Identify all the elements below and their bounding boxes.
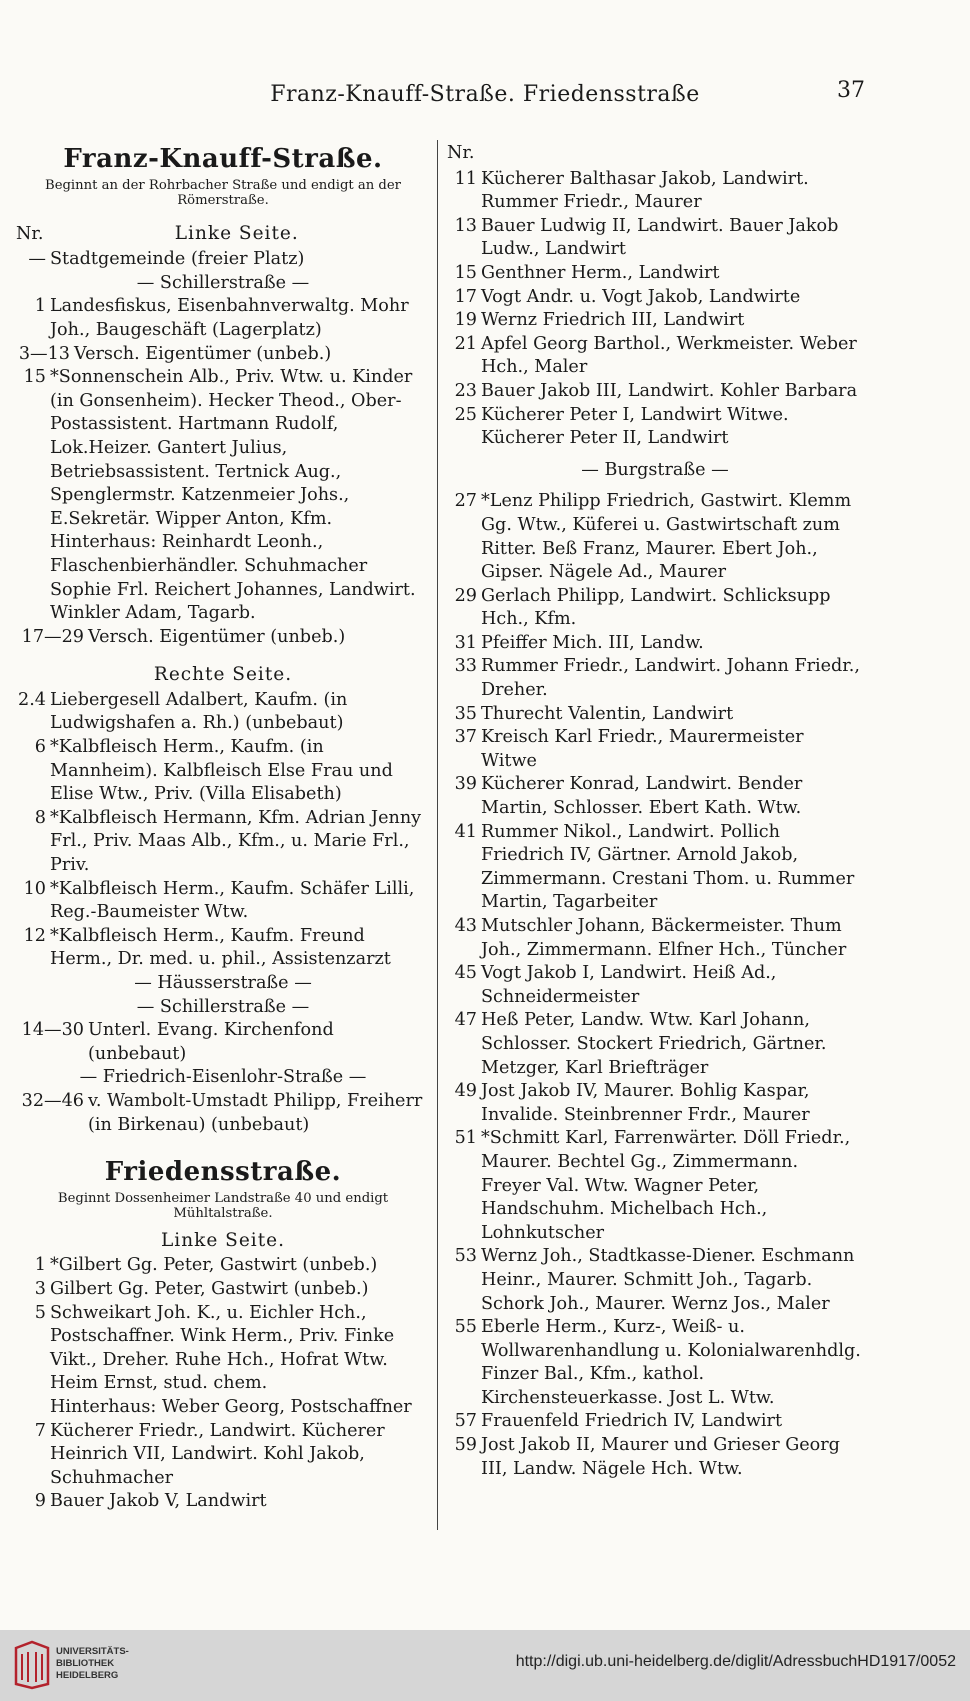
address-entry bbox=[16, 295, 430, 342]
side-heading-right: Rechte Seite. bbox=[153, 664, 293, 686]
entry-text: Vogt Andr. u. Vogt Jakob, Landwirte bbox=[481, 286, 801, 307]
house-number: 21 bbox=[454, 333, 477, 354]
entry-text: Gerlach Philipp, Landwirt. Schlicksupp Hch., Kfm. bbox=[481, 585, 831, 630]
entry-text: *Lenz Philipp Friedrich, Gastwirt. Klemm Gg. Wtw., Küferei u. Gastwirtschaft zum Ritter. Beß Franz, Maurer. Ebert Joh., Gipser. Nägele Ad., Maurer bbox=[481, 491, 852, 583]
column-divider bbox=[437, 140, 438, 1530]
address-entry bbox=[16, 736, 430, 807]
address-entry bbox=[16, 343, 430, 367]
entry-text: Kücherer Friedr., Landwirt. Kücherer Heinrich VII, Landwirt. Kohl Jakob, Schuhmacher bbox=[50, 1420, 385, 1488]
entry-text: Wernz Friedrich III, Landwirt bbox=[481, 310, 745, 331]
library-line: HEIDELBERG bbox=[56, 1670, 119, 1681]
footer-bar bbox=[0, 1630, 970, 1701]
entry-text: Jost Jakob II, Maurer und Grieser Georg III, Landw. Nägele Hch. Wtw. bbox=[481, 1435, 840, 1479]
nr-label: Nr. bbox=[16, 223, 44, 244]
address-entry bbox=[16, 1090, 430, 1137]
entry-text: *Kalbfleisch Herm., Kaufm. Freund Herm., Dr. med. u. phil., Assistenzarzt bbox=[50, 925, 391, 970]
address-entry bbox=[16, 878, 430, 925]
entry-text: Thurecht Valentin, Landwirt bbox=[481, 703, 734, 724]
house-number: 7 bbox=[34, 1420, 46, 1441]
entry-text: *Kalbfleisch Herm., Kaufm. (in Mannheim). Kalbfleisch Else Frau und Elise Wtw., Priv. (Villa Elisabeth) bbox=[50, 737, 393, 805]
address-entry bbox=[447, 168, 863, 215]
entry-text: Rummer Friedr., Landwirt. Johann Friedr., Dreher. bbox=[481, 656, 860, 701]
entry-text: v. Wambolt-Umstadt Philipp, Freiherr (in Birkenau) (unbebaut) bbox=[88, 1090, 423, 1135]
entry-text: Mutschler Johann, Bäckermeister. Thum Joh., Zimmermann. Elfner Hch., Tüncher bbox=[481, 916, 847, 960]
entry-text: Bauer Jakob V, Landwirt bbox=[50, 1491, 267, 1512]
hinterhaus-entry bbox=[16, 531, 430, 625]
address-entry bbox=[447, 1127, 863, 1245]
house-number: 15 bbox=[23, 367, 46, 388]
entry-text: Schweikart Joh. K., u. Eichler Hch., Postschaffner. Wink Herm., Priv. Finke Vikt., Dreher. Ruhe Hch., Hofrat Wtw. Heim Ernst, stud. chem. bbox=[50, 1302, 395, 1394]
house-number: 15 bbox=[454, 262, 477, 283]
house-number: 5 bbox=[34, 1302, 46, 1323]
house-number: 1 bbox=[34, 1255, 46, 1276]
left-column bbox=[16, 140, 430, 1514]
entry-text: Versch. Eigentümer (unbeb.) bbox=[74, 343, 332, 364]
house-number: 17—29 bbox=[21, 626, 84, 647]
street-description: Beginnt an der Rohrbacher Straße und endigt an der Römerstraße. bbox=[45, 177, 401, 208]
entry-text: Rummer Nikol., Landwirt. Pollich Friedrich IV, Gärtner. Arnold Jakob, Zimmermann. Crestani Thom. u. Rummer Martin, Tagarbeiter bbox=[481, 821, 855, 913]
library-name bbox=[56, 1646, 129, 1682]
house-number: 55 bbox=[454, 1317, 477, 1338]
entry-text: Kreisch Karl Friedr., Maurermeister Witwe bbox=[481, 727, 804, 771]
entry-text: Stadtgemeinde (freier Platz) bbox=[50, 249, 305, 270]
entry-text: Vogt Jakob I, Landwirt. Heiß Ad., Schneidermeister bbox=[481, 963, 777, 1007]
entry-text: Wernz Joh., Stadtkasse-Diener. Eschmann Heinr., Maurer. Schmitt Joh., Tagarb. Schork Joh., Maurer. Wernz Jos., Maler bbox=[481, 1246, 855, 1314]
entry-text: Liebergesell Adalbert, Kaufm. (in Ludwigshafen a. Rh.) (unbebaut) bbox=[50, 689, 348, 734]
entry-text: Versch. Eigentümer (unbeb.) bbox=[88, 626, 346, 647]
house-number: 12 bbox=[23, 925, 46, 946]
university-library-logo-icon bbox=[12, 1640, 52, 1690]
cross-street: — Schillerstraße — bbox=[136, 272, 310, 293]
house-number: 31 bbox=[454, 632, 477, 653]
house-number: 25 bbox=[454, 404, 477, 425]
running-title: Franz-Knauff-Straße. Friedensstraße bbox=[270, 82, 700, 107]
side-heading-left: Linke Seite. bbox=[161, 1229, 285, 1251]
address-entry bbox=[16, 1302, 430, 1396]
house-number: 49 bbox=[454, 1081, 477, 1102]
entry-text: Unterl. Evang. Kirchenfond (unbebaut) bbox=[88, 1020, 334, 1064]
entry-text: Hinterhaus: Weber Georg, Postschaffner bbox=[50, 1396, 412, 1417]
house-number: 45 bbox=[454, 963, 477, 984]
nr-label: Nr. bbox=[447, 143, 475, 163]
address-entry bbox=[447, 309, 863, 333]
house-number: 47 bbox=[454, 1010, 477, 1031]
house-number: 3 bbox=[34, 1278, 46, 1299]
address-entry bbox=[16, 925, 430, 972]
house-number: 59 bbox=[454, 1435, 477, 1456]
house-number: 39 bbox=[454, 774, 477, 795]
address-entry bbox=[447, 490, 863, 584]
entry-text: Gilbert Gg. Peter, Gastwirt (unbeb.) bbox=[50, 1278, 369, 1299]
entry-text: *Sonnenschein Alb., Priv. Wtw. u. Kinder (in Gonsenheim). Hecker Theod., Ober-Postassistent. Hartmann Rudolf, Lok.Heizer. Gantert Julius, Betriebsassistent. Tertnick Aug., Spenglermstr. Katzenmeier Johs., E.Sekretär. Wipper Anton, Kfm. bbox=[50, 367, 413, 529]
entry-text: Kücherer Konrad, Landwirt. Bender Martin, Schlosser. Ebert Kath. Wtw. bbox=[481, 774, 803, 819]
house-number: 17 bbox=[454, 286, 477, 307]
address-entry bbox=[447, 333, 863, 380]
house-number: 35 bbox=[454, 703, 477, 724]
address-entry bbox=[16, 1420, 430, 1491]
house-number: 13 bbox=[454, 215, 477, 236]
right-column bbox=[447, 140, 863, 1481]
address-entry bbox=[447, 1080, 863, 1127]
address-entry bbox=[447, 632, 863, 656]
address-entry bbox=[447, 726, 863, 773]
address-entry bbox=[447, 773, 863, 820]
house-number: 41 bbox=[454, 821, 477, 842]
house-number: 3—13 bbox=[18, 343, 70, 364]
house-number: 27 bbox=[454, 491, 477, 512]
house-number: 57 bbox=[454, 1411, 477, 1432]
address-entry bbox=[447, 1009, 863, 1080]
entry-text: Kücherer Peter I, Landwirt Witwe. Kücherer Peter II, Landwirt bbox=[481, 404, 789, 449]
address-entry bbox=[447, 1434, 863, 1481]
entry-text: Pfeiffer Mich. III, Landw. bbox=[481, 632, 704, 653]
address-entry bbox=[16, 366, 430, 531]
entry-text: *Schmitt Karl, Farrenwärter. Döll Friedr., Maurer. Bechtel Gg., Zimmermann. Freyer Val. Wtw. Wagner Peter, Handschuhm. Michelbach Hch., Lohnkutscher bbox=[481, 1128, 851, 1243]
house-number: 32—46 bbox=[21, 1090, 84, 1111]
address-entry bbox=[447, 585, 863, 632]
entry-text: Landesfiskus, Eisenbahnverwaltg. Mohr Joh., Baugeschäft (Lagerplatz) bbox=[50, 296, 409, 340]
library-line: BIBLIOTHEK bbox=[56, 1658, 115, 1669]
address-entry bbox=[447, 215, 863, 262]
entry-text: Bauer Jakob III, Landwirt. Kohler Barbara bbox=[481, 380, 858, 401]
house-number: 23 bbox=[454, 380, 477, 401]
street-title-friedensstrasse: Friedensstraße. bbox=[104, 1157, 342, 1188]
house-number: 37 bbox=[454, 727, 477, 748]
address-entry bbox=[16, 1019, 430, 1066]
entry-text: Jost Jakob IV, Maurer. Bohlig Kaspar, Invalide. Steinbrenner Frdr., Maurer bbox=[481, 1081, 810, 1125]
cross-street: — Schillerstraße — bbox=[136, 996, 310, 1017]
entry-text: Apfel Georg Barthol., Werkmeister. Weber Hch., Maler bbox=[481, 333, 857, 378]
house-number: 6 bbox=[34, 737, 46, 758]
address-entry bbox=[447, 404, 863, 451]
side-heading-row bbox=[16, 216, 430, 249]
page-number: 37 bbox=[837, 78, 865, 103]
address-entry bbox=[447, 821, 863, 915]
house-number: 10 bbox=[23, 878, 46, 899]
hinterhaus-entry bbox=[16, 1396, 430, 1420]
house-number: 33 bbox=[454, 656, 477, 677]
house-number: 1 bbox=[34, 296, 46, 317]
address-entry bbox=[447, 1245, 863, 1316]
house-number: 53 bbox=[454, 1246, 477, 1267]
address-entry bbox=[447, 380, 863, 404]
house-number: 9 bbox=[34, 1491, 46, 1512]
address-entry bbox=[16, 626, 430, 650]
address-entry bbox=[16, 248, 430, 272]
address-entry bbox=[447, 915, 863, 962]
entry-text: Kücherer Balthasar Jakob, Landwirt. Rummer Friedr., Maurer bbox=[481, 168, 809, 213]
house-number: 29 bbox=[454, 585, 477, 606]
cross-street: — Häusserstraße — bbox=[134, 973, 312, 993]
entry-text: Genthner Herm., Landwirt bbox=[481, 262, 720, 283]
entry-text: *Kalbfleisch Herm., Kaufm. Schäfer Lilli, Reg.-Baumeister Wtw. bbox=[50, 878, 415, 923]
source-url-link[interactable]: http://digi.ub.uni-heidelberg.de/diglit/AdressbuchHD1917/0052 bbox=[515, 1653, 956, 1670]
address-entry bbox=[16, 807, 430, 878]
street-title-franz-knauff: Franz-Knauff-Straße. bbox=[63, 144, 383, 174]
entry-text: Hinterhaus: Reinhardt Leonh., Flaschenbierhändler. Schuhmacher Sophie Frl. Reichert Johannes, Landwirt. Winkler Adam, Tagarb. bbox=[50, 532, 416, 624]
address-entry bbox=[447, 655, 863, 702]
address-entry bbox=[447, 703, 863, 727]
entry-text: Bauer Ludwig II, Landwirt. Bauer Jakob Ludw., Landwirt bbox=[481, 215, 839, 260]
address-entry bbox=[16, 1254, 430, 1278]
address-entry bbox=[16, 689, 430, 736]
entry-text: Eberle Herm., Kurz-, Weiß- u. Wollwarenhandlung u. Kolonialwarenhdlg. Finzer Bal., Kfm., kathol. Kirchensteuerkasse. Jost L. Wtw. bbox=[481, 1317, 861, 1408]
house-number: — bbox=[28, 249, 46, 270]
cross-street: — Friedrich-Eisenlohr-Straße — bbox=[79, 1067, 367, 1088]
address-entry bbox=[16, 1278, 430, 1302]
house-number: 8 bbox=[34, 807, 46, 828]
street-description: Beginnt Dossenheimer Landstraße 40 und endigt Mühltalstraße. bbox=[57, 1190, 389, 1221]
house-number: 2.4 bbox=[18, 689, 46, 710]
library-line: UNIVERSITÄTS- bbox=[56, 1646, 129, 1657]
house-number: 51 bbox=[454, 1128, 477, 1149]
address-entry bbox=[447, 1316, 863, 1410]
house-number: 11 bbox=[454, 168, 477, 189]
address-entry bbox=[447, 262, 863, 286]
address-entry bbox=[447, 962, 863, 1009]
side-heading-left: Linke Seite. bbox=[174, 222, 299, 244]
house-number: 19 bbox=[454, 310, 477, 331]
house-number: 43 bbox=[454, 916, 477, 936]
cross-street: — Burgstraße — bbox=[581, 459, 729, 480]
address-entry bbox=[447, 1410, 863, 1434]
entry-text: Heß Peter, Landw. Wtw. Karl Johann, Schlosser. Stockert Friedrich, Gärtner. Metzger, Karl Briefträger bbox=[481, 1010, 827, 1078]
house-number: 14—30 bbox=[21, 1020, 84, 1041]
entry-text: Frauenfeld Friedrich IV, Landwirt bbox=[481, 1411, 783, 1432]
entry-text: *Gilbert Gg. Peter, Gastwirt (unbeb.) bbox=[50, 1255, 378, 1276]
address-entry bbox=[447, 286, 863, 310]
address-entry bbox=[16, 1490, 430, 1514]
entry-text: *Kalbfleisch Hermann, Kfm. Adrian Jenny Frl., Priv. Maas Alb., Kfm., u. Marie Frl., Priv. bbox=[50, 807, 422, 876]
